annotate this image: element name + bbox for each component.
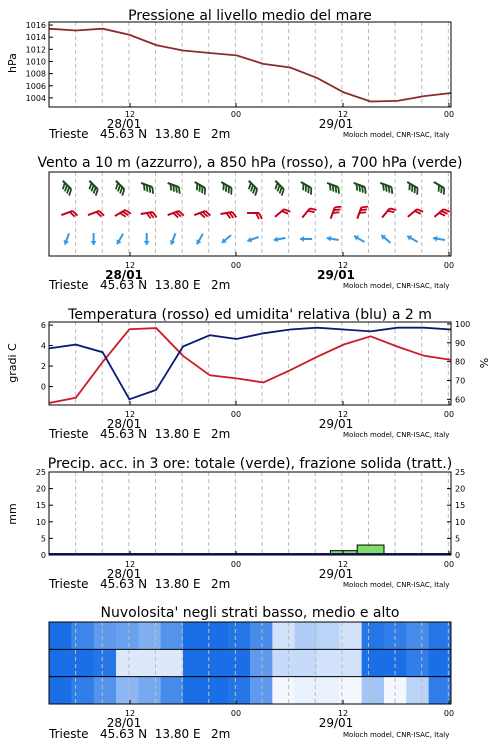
wind-barb [246,234,259,244]
footer-model: Moloch model, CNR-ISAC, Italy [343,581,450,589]
cloud-cell [138,622,161,649]
wind-barb [245,181,260,196]
y-tick-label: 15 [35,501,46,511]
wind-barb [166,183,182,194]
precipitation-ylabel: mm [6,503,19,525]
cloud-cell [183,622,206,649]
y-right-tick-label: 100 [455,319,471,329]
barb-feather [363,187,368,194]
x-tick-00-a: 00 [230,560,242,569]
y-tick-label: 4 [40,341,46,351]
barb-shaft [275,209,284,217]
barb-feather [336,187,341,194]
wind-barb [112,181,127,196]
barb-feather [389,187,394,194]
x-tick-00-b: 00 [443,709,455,718]
cloud-cell [362,649,385,676]
footer-height: 2m [211,278,231,292]
footer-coords: 45.63 N 13.80 E [100,427,201,441]
cloud-cell [183,649,206,676]
pressure-ylabel: hPa [6,53,19,73]
wind-barb [168,232,178,245]
barb-feather [361,205,368,210]
x-tick-12-a: 12 [124,709,136,718]
footer-model: Moloch model, CNR-ISAC, Italy [343,731,450,739]
y-tick-label: 10 [35,517,46,527]
x-tick-12-b: 12 [337,709,349,718]
y-tick-label: 1016 [25,21,46,31]
cloud-cell [250,677,273,704]
y-tick-label: 2 [40,362,46,372]
cloud-cell [317,677,340,704]
barb-head [353,233,359,240]
wind-barb [85,181,100,196]
cloud-cell [138,649,161,676]
wind-barb [220,211,236,220]
footer-model: Moloch model, CNR-ISAC, Italy [343,431,450,439]
cloud-cell [228,677,251,704]
cloud-cell [161,622,184,649]
y-right-tick-label: 80 [455,357,466,367]
wind-barb [141,211,157,220]
wind-barb [326,235,339,243]
wind-barb [218,182,234,195]
cloud-title: Nuvolosita' negli strati basso, medio e alto [100,605,400,621]
date-29: 29/01 [318,716,354,730]
wind-barb [433,235,446,243]
wind-barb [434,207,449,221]
x-tick-12-b: 12 [337,560,349,569]
cloud-panel [48,605,454,741]
x-tick-12-b: 12 [337,261,349,270]
cloud-cell [116,677,139,704]
date-29: 29/01 [318,417,354,431]
footer-coords: 45.63 N 13.80 E [100,127,201,141]
wind-barb [431,182,447,195]
wind-barb [115,232,126,245]
footer-height: 2m [211,427,231,441]
x-tick-00-b: 00 [443,560,455,569]
x-tick-00-b: 00 [443,110,455,119]
cloud-cell [362,677,385,704]
barb-shaft [382,208,390,217]
cloud-cell [339,677,362,704]
barb-head [300,236,304,242]
cloud-cell [295,677,318,704]
x-tick-12-b: 12 [337,110,349,119]
pressure-panel [6,8,454,141]
wind-barb [144,233,150,245]
cloud-cell [161,677,184,704]
cloud-cell [71,622,94,649]
wind-barb [406,233,419,244]
footer-model: Moloch model, CNR-ISAC, Italy [343,131,450,139]
cloud-cell [250,622,273,649]
cloud-cell [49,622,72,649]
date-28: 28/01 [106,716,142,730]
y-right-tick-label: 15 [455,501,466,511]
y-right-tick-label: 0 [455,551,461,560]
wind-barb [408,207,423,221]
wind-barb [273,235,286,243]
precipitation-panel [6,456,465,591]
y-right-tick-label: 25 [455,468,466,477]
cloud-cell [317,649,340,676]
cloud-cell [49,677,72,704]
cloud-cell [295,649,318,676]
cloud-cell [183,677,206,704]
x-tick-00-a: 00 [230,110,242,119]
y-tick-label: 25 [35,468,46,477]
date-28: 28/01 [105,268,143,282]
cloud-cell [272,677,295,704]
barb-shaft [302,208,310,217]
wind-barb [88,210,104,221]
wind-barb [331,205,342,221]
date-29: 29/01 [318,567,354,581]
barb-head [144,241,150,245]
y-right-tick-label: 90 [455,338,466,348]
y-tick-label: 1014 [25,33,46,43]
footer-height: 2m [211,577,231,591]
y-tick-label: 1004 [25,93,46,103]
pressure-line [49,29,451,102]
cloud-cell [138,677,161,704]
x-tick-00-a: 00 [230,709,242,718]
barb-head [406,233,412,240]
cloud-cell [228,649,251,676]
date-28: 28/01 [106,417,142,431]
barb-head [91,241,97,245]
y-tick-label: 5 [40,534,46,544]
wind-barb [192,182,208,195]
wind-barb [194,210,210,221]
y-right-tick-label: 10 [455,517,466,527]
footer-height: 2m [211,727,231,741]
footer-location: Trieste [49,427,89,441]
cloud-cell [295,622,318,649]
wind-barb [275,207,290,221]
cloud-cell [94,649,117,676]
cloud-cell [250,649,273,676]
footer-location: Trieste [49,727,89,741]
barb-feather [150,187,155,194]
wind-barb [194,232,205,245]
wind-barb [91,233,97,245]
y-right-tick-label: 20 [455,484,466,494]
wind-barb [247,213,262,219]
humidity-ylabel: % [478,357,491,369]
cloud-cell [362,622,385,649]
cloud-cell [94,622,117,649]
footer-location: Trieste [49,127,89,141]
cloud-cell [272,649,295,676]
x-tick-00-b: 00 [443,410,455,419]
plot-frame [49,472,451,555]
footer-height: 2m [211,127,231,141]
wind-barb [139,183,155,194]
footer-coords: 45.63 N 13.80 E [100,577,201,591]
x-tick-12-b: 12 [337,410,349,419]
footer-location: Trieste [49,278,89,292]
cloud-cell [228,622,251,649]
x-tick-00-a: 00 [230,410,242,419]
date-28: 28/01 [106,567,142,581]
footer-coords: 45.63 N 13.80 E [100,727,201,741]
x-tick-12-a: 12 [124,261,136,270]
wind-barb [61,210,77,221]
pressure-title: Pressione al livello medio del mare [128,8,372,24]
cloud-cell [339,622,362,649]
cloud-cell [406,649,429,676]
x-tick-12-a: 12 [124,560,136,569]
x-tick-00-a: 00 [230,261,242,270]
date-29: 29/01 [318,117,354,131]
cloud-cell [71,649,94,676]
wind-barb [298,182,314,195]
wind-barb [382,206,396,221]
wind-barb [168,210,184,221]
wind-barb [404,182,420,195]
y-tick-label: 1006 [25,81,46,91]
wind-barb [220,233,233,245]
y-tick-label: 6 [40,321,46,331]
cloud-cell [406,677,429,704]
wind-barb [378,183,394,194]
temperature-panel [6,307,491,441]
wind-panel [37,155,462,292]
cloud-cell [272,622,295,649]
barb-feather [335,205,342,210]
wind-barb [325,183,341,194]
wind-barb [271,181,286,196]
wind-title: Vento a 10 m (azzurro), a 850 hPa (rosso), a 700 hPa (verde) [37,155,463,171]
date-28: 28/01 [106,117,142,131]
y-tick-label: 1010 [25,57,46,67]
y-tick-label: 1008 [25,69,46,79]
wind-barb [357,205,368,221]
cloud-cell [71,677,94,704]
cloud-cell [49,649,72,676]
y-tick-label: 0 [40,382,46,392]
cloud-cell [94,677,117,704]
footer-coords: 45.63 N 13.80 E [100,278,201,292]
wind-barb [302,206,316,221]
wind-barb [379,233,392,245]
plot-frame [49,22,451,107]
wind-barb [353,233,366,244]
temperature-ylabel: gradi C [6,343,19,383]
precipitation-title: Precip. acc. in 3 ore: totale (verde), frazione solida (tratt.) [47,456,453,472]
cloud-cell [116,649,139,676]
cloud-cell [116,622,139,649]
wind-barb [300,236,312,242]
footer-location: Trieste [49,577,89,591]
x-tick-12-a: 12 [124,410,136,419]
wind-barb [59,181,74,196]
cloud-cell [339,649,362,676]
wind-barb [62,232,72,245]
y-tick-label: 20 [35,484,46,494]
humidity-line [49,328,451,400]
cloud-cell [317,622,340,649]
date-29: 29/01 [317,268,355,282]
barb-head [115,239,122,245]
temperature-title: Temperatura (rosso) ed umidita' relativa (blu) a 2 m [68,307,432,323]
cloud-cell [406,622,429,649]
wind-barb [352,183,368,194]
barb-shaft [408,209,417,217]
x-tick-12-a: 12 [124,110,136,119]
y-right-tick-label: 70 [455,376,466,386]
x-tick-00-b: 00 [443,261,455,270]
cloud-cell [161,649,184,676]
y-right-tick-label: 5 [455,534,461,544]
y-right-tick-label: 60 [455,395,466,405]
footer-model: Moloch model, CNR-ISAC, Italy [343,282,450,290]
y-tick-label: 1012 [25,45,46,55]
y-tick-label: 0 [40,551,46,560]
barb-feather [177,187,182,194]
barb-head [194,239,201,245]
